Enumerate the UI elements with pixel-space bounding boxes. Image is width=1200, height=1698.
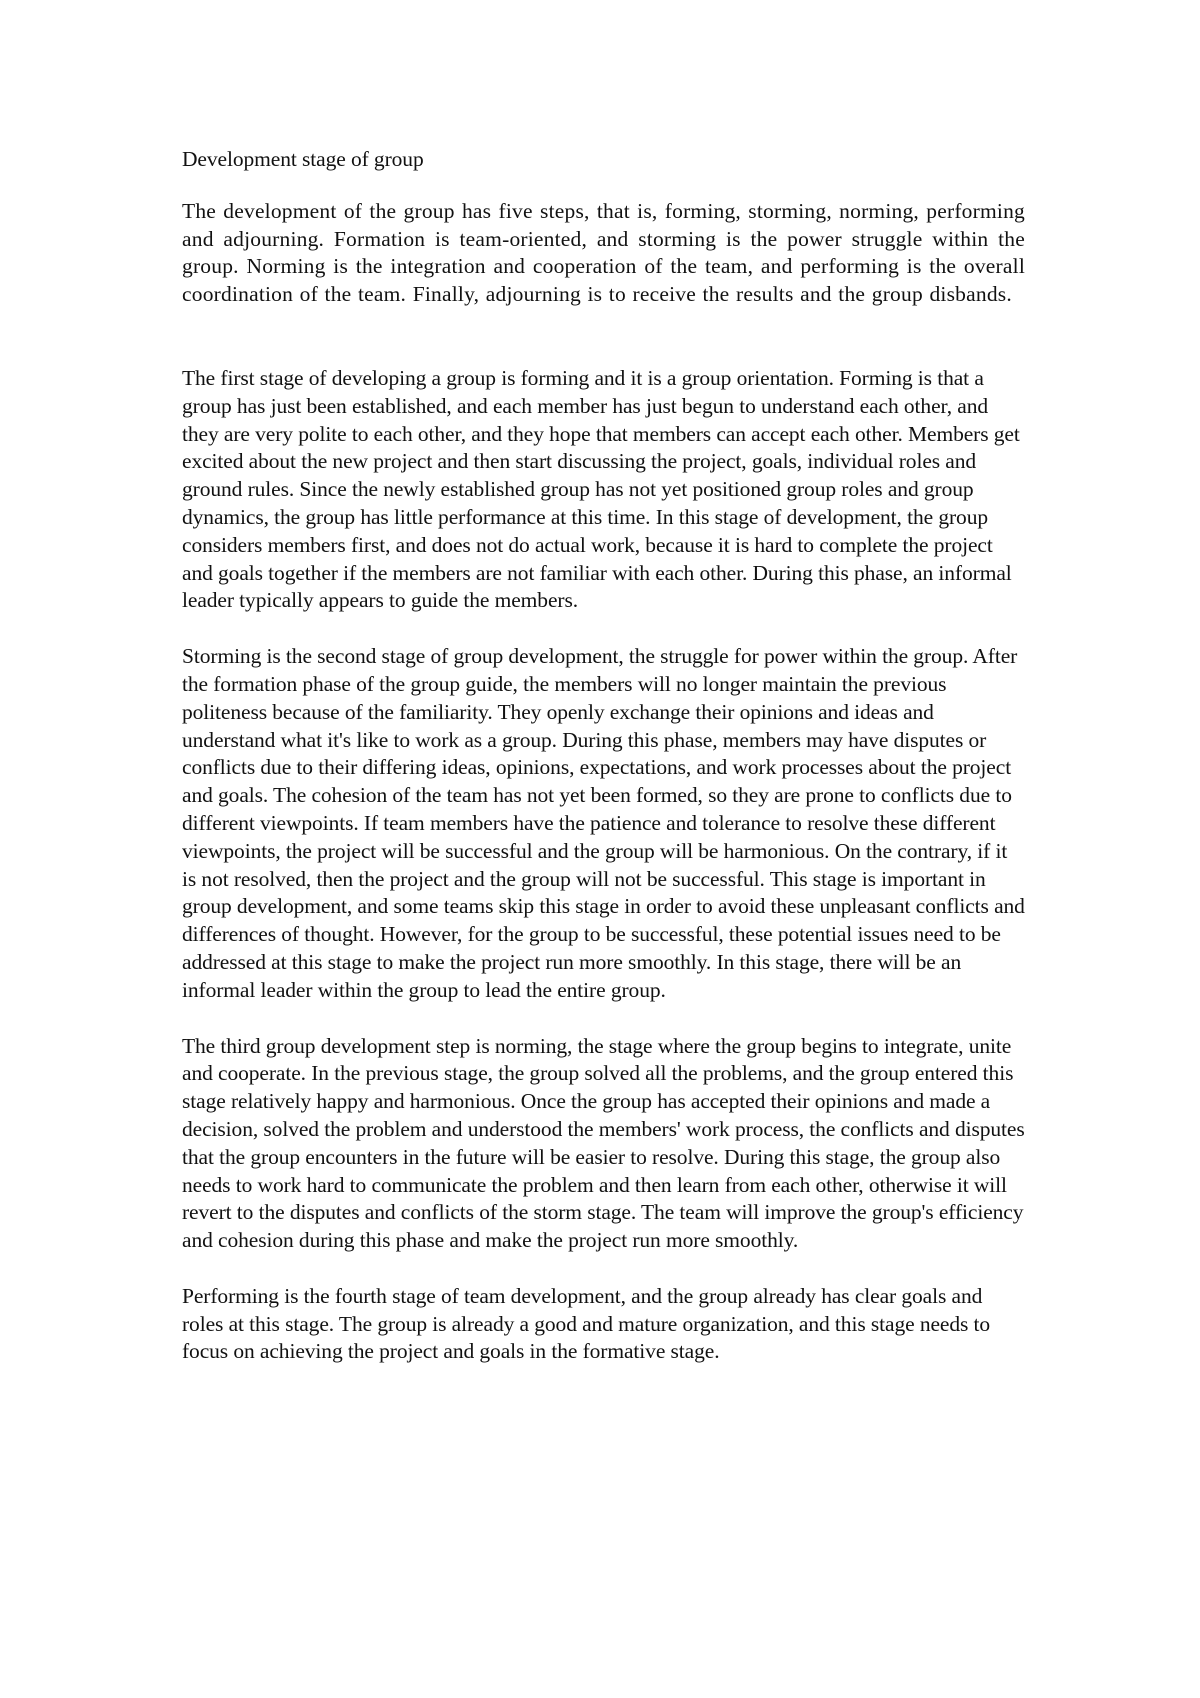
paragraph-forming: The first stage of developing a group is forming and it is a group orientation. Forming is that a group has just been established, and each member has just begun to understand each other, and they are very polite to each other, and they hope that members can accept each other. Members get excited about the new project and then start discussing the project, goals, individual roles and ground rules. Since the newly established group has not yet positioned group roles and group dynamics, the group has little performance at this time. In this stage of development, the group considers members first, and does not do actual work, because it is hard to complete the project and goals together if the members are not familiar with each other. During this phase, an informal leader typically appears to guide the members. bbox=[182, 365, 1020, 613]
document-body bbox=[182, 146, 1025, 1394]
paragraph-storming: Storming is the second stage of group development, the struggle for power within the group. After the formation phase of the group guide, the members will no longer maintain the previous politeness because of the familiarity. They openly exchange their opinions and ideas and understand what it's like to work as a group. During this phase, members may have disputes or conflicts due to their differing ideas, opinions, expectations, and work processes about the project and goals. The cohesion of the team has not yet been formed, so they are prone to conflicts due to different viewpoints. If team members have the patience and tolerance to resolve these different viewpoints, the project will be successful and the group will be harmonious. On the contrary, if it is not resolved, then the project and the group will not be successful. This stage is important in group development, and some teams skip this stage in order to avoid these unpleasant conflicts and differences of thought. However, for the group to be successful, these potential issues need to be addressed at this stage to make the project run more smoothly. In this stage, there will be an informal leader within the group to lead the entire group. bbox=[182, 644, 1025, 1002]
paragraph-norming: The third group development step is norming, the stage where the group begins to integrate, unite and cooperate. In the previous stage, the group solved all the problems, and the group entered this stage relatively happy and harmonious. Once the group has accepted their opinions and made a decision, solved the problem and understood the members' work process, the conflicts and disputes that the group encounters in the future will be easier to resolve. During this stage, the group also needs to work hard to communicate the problem and then learn from each other, otherwise it will revert to the disputes and conflicts of the storm stage. The team will improve the group's efficiency and cohesion during this phase and make the project run more smoothly. bbox=[182, 1033, 1025, 1253]
paragraph-performing: Performing is the fourth stage of team development, and the group already has clear goals and roles at this stage. The group is already a good and mature organization, and this stage needs to focus on achieving the project and goals in the formative stage. bbox=[182, 1283, 991, 1364]
paragraph-overview: The development of the group has five steps, that is, forming, storming, norming, performing and adjourning. Formation is team-oriented, and storming is the power struggle within the group. Norming is the integration and cooperation of the team, and performing is the overall coordination of the team. Finally, adjourning is to receive the results and the group disbands. bbox=[182, 198, 1025, 307]
document-title: Development stage of group bbox=[182, 147, 424, 171]
